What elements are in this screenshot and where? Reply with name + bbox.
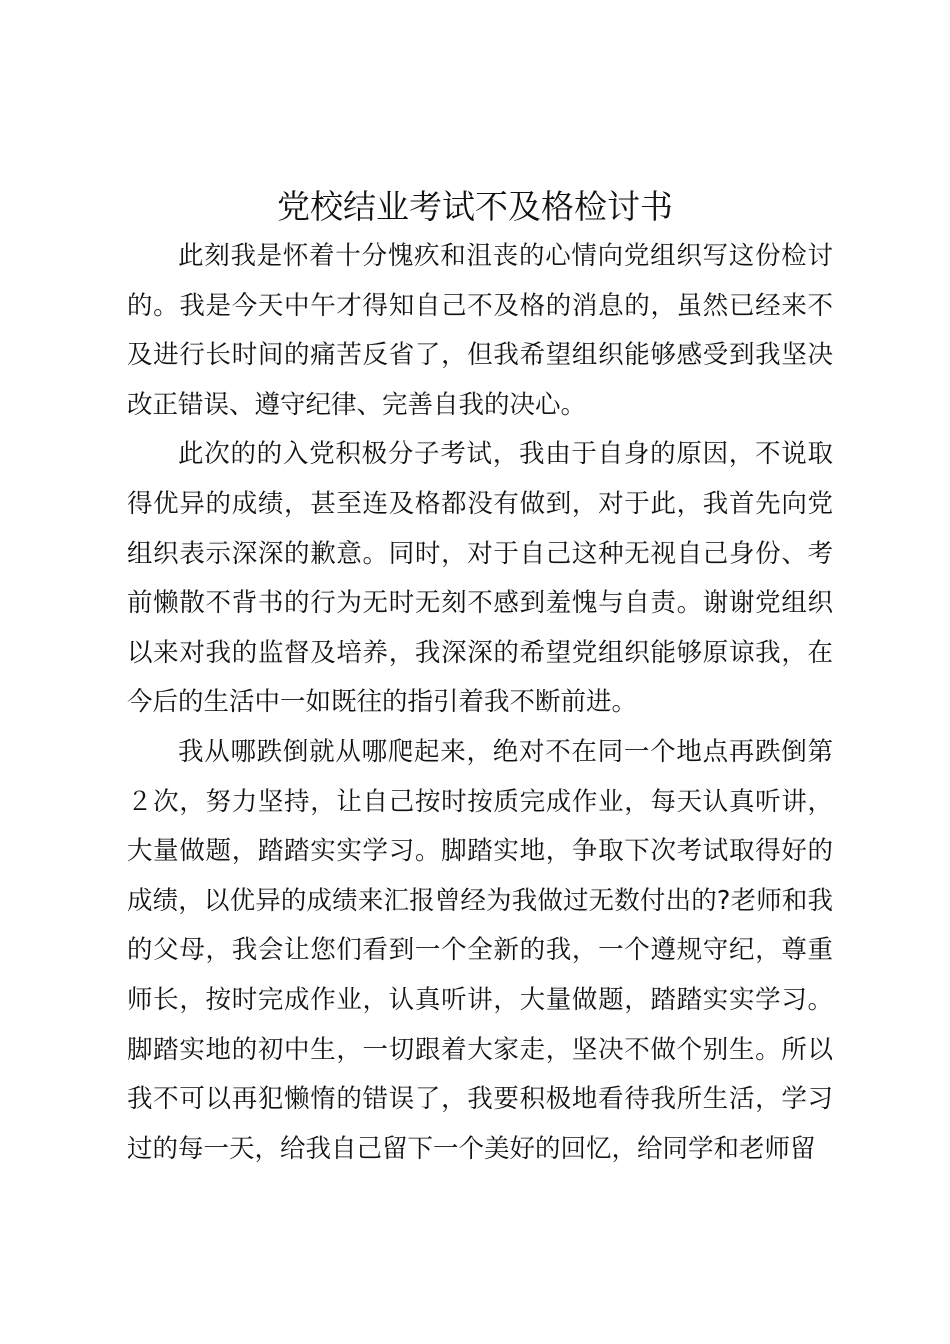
document-body <box>127 232 833 1174</box>
paragraph-3: 我从哪跌倒就从哪爬起来，绝对不在同一个地点再跌倒第２次，努力坚持，让自己按时按质完成作业，每天认真听讲，大量做题，踏踏实实学习。脚踏实地，争取下次考试取得好的成绩，以优异的成绩来汇报曾经为我做过无数付出的?老师和我的父母，我会让您们看到一个全新的我，一个遵规守纪，尊重师长，按时完成作业，认真听讲，大量做题，踏踏实实学习。脚踏实地的初中生，一切跟着大家走，坚决不做个别生。所以我不可以再犯懒惰的错误了，我要积极地看待我所生活，学习过的每一天，给我自己留下一个美好的回忆，给同学和老师留 <box>127 736 833 1164</box>
paragraph-2: 此次的的入党积极分子考试，我由于自身的原因，不说取得优异的成绩，甚至连及格都没有做到，对于此，我首先向党组织表示深深的歉意。同时，对于自己这种无视自己身份、考前懒散不背书的行为无时无刻不感到羞愧与自责。谢谢党组织以来对我的监督及培养，我深深的希望党组织能够原谅我，在今后的生活中一如既往的指引着我不断前进。 <box>127 439 833 718</box>
document-title: 党校结业考试不及格检讨书 <box>277 187 673 226</box>
paragraph-1: 此刻我是怀着十分愧疚和沮丧的心情向党组织写这份检讨的。我是今天中午才得知自己不及格的消息的，虽然已经来不及进行长时间的痛苦反省了，但我希望组织能够感受到我坚决改正错误、遵守纪律、完善自我的决心。 <box>127 241 833 420</box>
